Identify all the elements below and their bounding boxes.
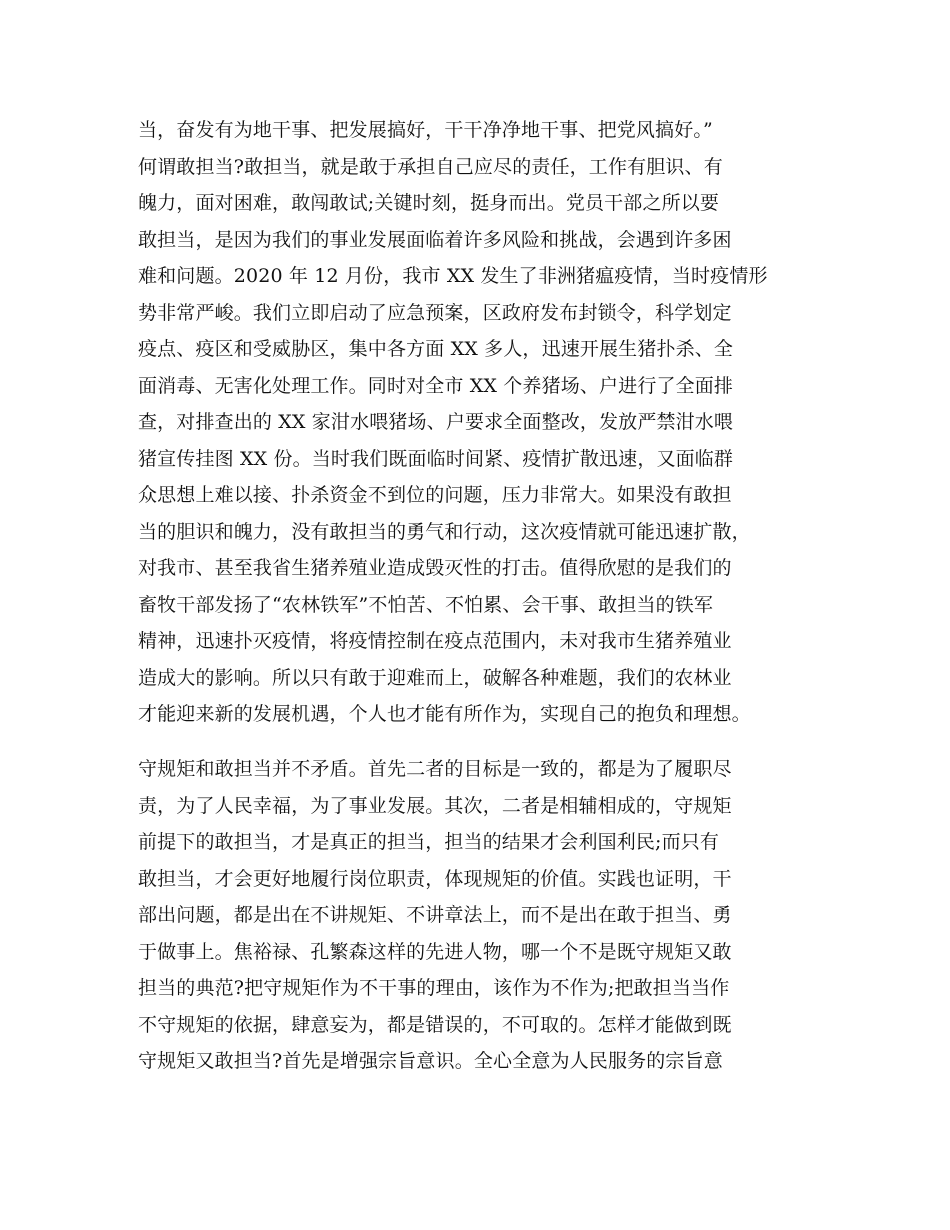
- text-line: 查，对排查出的 XX 家泔水喂猪场、户要求全面整改，发放严禁泔水喂: [138, 411, 734, 433]
- text-line: 面消毒、无害化处理工作。同时对全市 XX 个养猪场、户进行了全面排: [138, 374, 734, 397]
- text-line: 势非常严峻。我们立即启动了应急预案，区政府发布封锁令，科学划定: [138, 301, 732, 324]
- text-line: 畜牧干部发扬了“农林铁军”不怕苦、不怕累、会干事、敢担当的铁军: [138, 593, 714, 616]
- text-line: 前提下的敢担当，才是真正的担当，担当的结果才会利国利民;而只有: [138, 831, 720, 853]
- text-line: 不守规矩的依据，肆意妄为，都是错误的，不可取的。怎样才能做到既: [138, 1013, 732, 1036]
- text-line: 魄力，面对困难，敢闯敢试;关键时刻，挺身而出。党员干部之所以要: [138, 192, 720, 214]
- text-line: 众思想上难以接、扑杀资金不到位的问题，压力非常大。如果没有敢担: [138, 484, 732, 506]
- text-line: 守规矩又敢担当?首先是增强宗旨意识。全心全意为人民服务的宗旨意: [138, 1050, 723, 1072]
- text-line: 何谓敢担当?敢担当，就是敢于承担自己应尽的责任，工作有胆识、有: [138, 155, 723, 178]
- text-line: 精神，迅速扑灭疫情，将疫情控制在疫点范围内，未对我市生猪养殖业: [138, 630, 732, 652]
- text-line: 疫点、疫区和受威胁区，集中各方面 XX 多人，迅速开展生猪扑杀、全: [138, 338, 734, 360]
- text-line: 责，为了人民幸福，为了事业发展。其次，二者是相辅相成的，守规矩: [138, 794, 732, 817]
- body-paragraph-2: [138, 751, 838, 1080]
- text-line: 守规矩和敢担当并不矛盾。首先二者的目标是一致的，都是为了履职尽: [138, 758, 732, 780]
- text-line: 当，奋发有为地干事、把发展搞好，干干净净地干事、把党风搞好。”: [138, 119, 713, 141]
- body-paragraph-1: [138, 112, 838, 733]
- text-line: 担当的典范?把守规矩作为不干事的理由，该作为不作为;把敢担当当作: [138, 977, 730, 999]
- text-line: 难和问题。2020 年 12 月份，我市 XX 发生了非洲猪瘟疫情，当时疫情形: [138, 265, 768, 287]
- text-line: 造成大的影响。所以只有敢于迎难而上，破解各种难题，我们的农林业: [138, 666, 732, 689]
- text-line: 才能迎来新的发展机遇，个人也才能有所作为，实现自己的抱负和理想。: [138, 703, 751, 725]
- text-line: 敢担当，才会更好地履行岗位职责，体现规矩的价值。实践也证明，干: [138, 867, 732, 890]
- text-line: 对我市、甚至我省生猪养殖业造成毁灭性的打击。值得欣慰的是我们的: [138, 557, 732, 579]
- text-line: 部出问题，都是出在不讲规矩、不讲章法上，而不是出在敢于担当、勇: [138, 904, 732, 926]
- text-line: 于做事上。焦裕禄、孔繁森这样的先进人物，哪一个不是既守规矩又敢: [138, 940, 732, 963]
- text-line: 敢担当，是因为我们的事业发展面临着许多风险和挑战，会遇到许多困: [138, 228, 732, 251]
- text-line: 当的胆识和魄力，没有敢担当的勇气和行动，这次疫情就可能迅速扩散，: [138, 520, 751, 543]
- text-line: 猪宣传挂图 XX 份。当时我们既面临时间紧、疫情扩散迅速，又面临群: [138, 447, 734, 470]
